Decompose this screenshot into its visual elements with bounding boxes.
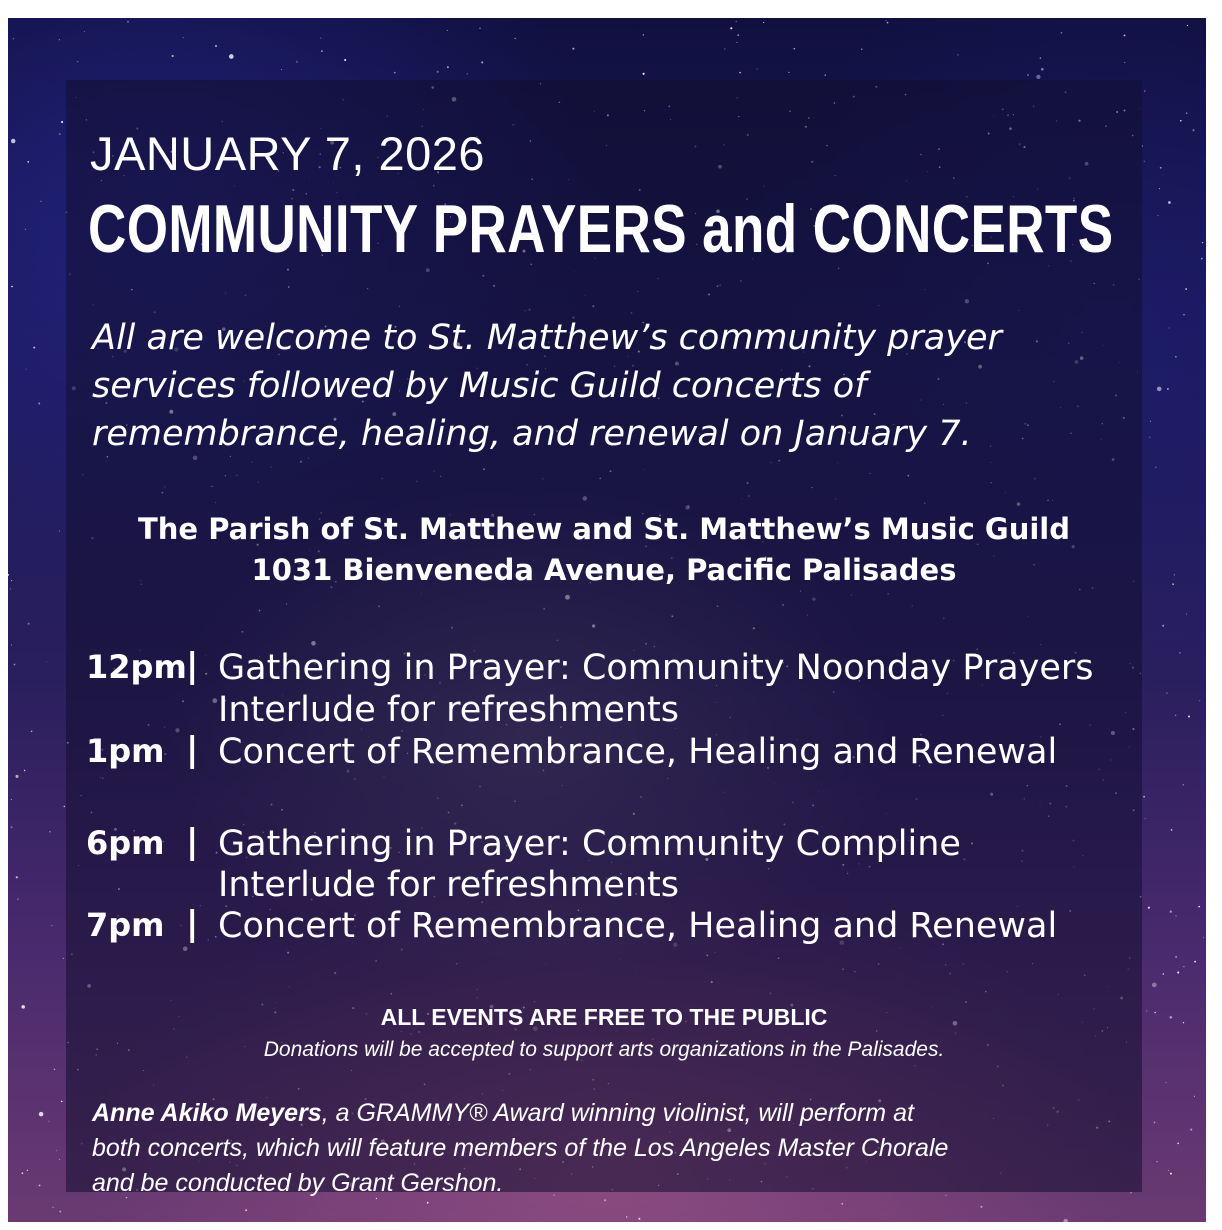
intro-paragraph	[92, 314, 1152, 458]
schedule-separator: |	[186, 646, 199, 686]
schedule-description: Concert of Remembrance, Healing and Renewal	[218, 906, 1058, 946]
schedule-separator: |	[186, 730, 199, 770]
schedule-time: 7pm	[86, 906, 165, 944]
venue-address: 1031 Bienveneda Avenue, Pacific Palisades	[251, 553, 957, 587]
intro-line: remembrance, healing, and renewal on January 7.	[92, 414, 972, 454]
event-date: JANUARY 7, 2026	[90, 127, 486, 180]
event-headline: COMMUNITY PRAYERS and CONCERTS	[88, 191, 1114, 267]
venue-name: The Parish of St. Matthew and St. Matthew’s Music Guild	[138, 512, 1070, 546]
schedule-separator: |	[186, 904, 199, 944]
intro-line: All are welcome to St. Matthew’s community prayer	[92, 318, 1002, 358]
schedule-time: 6pm	[86, 824, 165, 862]
schedule-description: Interlude for refreshments	[218, 690, 679, 730]
schedule-separator: |	[186, 822, 199, 862]
performer-paragraph	[92, 1096, 1152, 1201]
schedule-time: 1pm	[86, 732, 165, 770]
performer-name: Anne Akiko Meyers	[92, 1099, 322, 1127]
schedule-description: Gathering in Prayer: Community Noonday Prayers	[218, 648, 1094, 688]
schedule-description: Gathering in Prayer: Community Compline	[218, 824, 961, 864]
schedule-description: Concert of Remembrance, Healing and Renewal	[218, 732, 1058, 772]
performer-text: , a GRAMMY® Award winning violinist, will perform at	[321, 1099, 914, 1127]
performer-line: and be conducted by Grant Gershon.	[92, 1169, 504, 1197]
performer-line	[92, 1096, 1152, 1131]
intro-line: services followed by Music Guild concerts of	[92, 366, 867, 406]
event-poster	[8, 18, 1206, 1222]
schedule-description: Interlude for refreshments	[218, 865, 679, 905]
schedule-time: 12pm	[86, 648, 187, 686]
performer-line: both concerts, which will feature members of the Los Angeles Master Chorale	[92, 1134, 949, 1162]
donations-note: Donations will be accepted to support arts organizations in the Palisades.	[263, 1038, 945, 1061]
free-admission-notice: ALL EVENTS ARE FREE TO THE PUBLIC	[380, 1004, 828, 1030]
